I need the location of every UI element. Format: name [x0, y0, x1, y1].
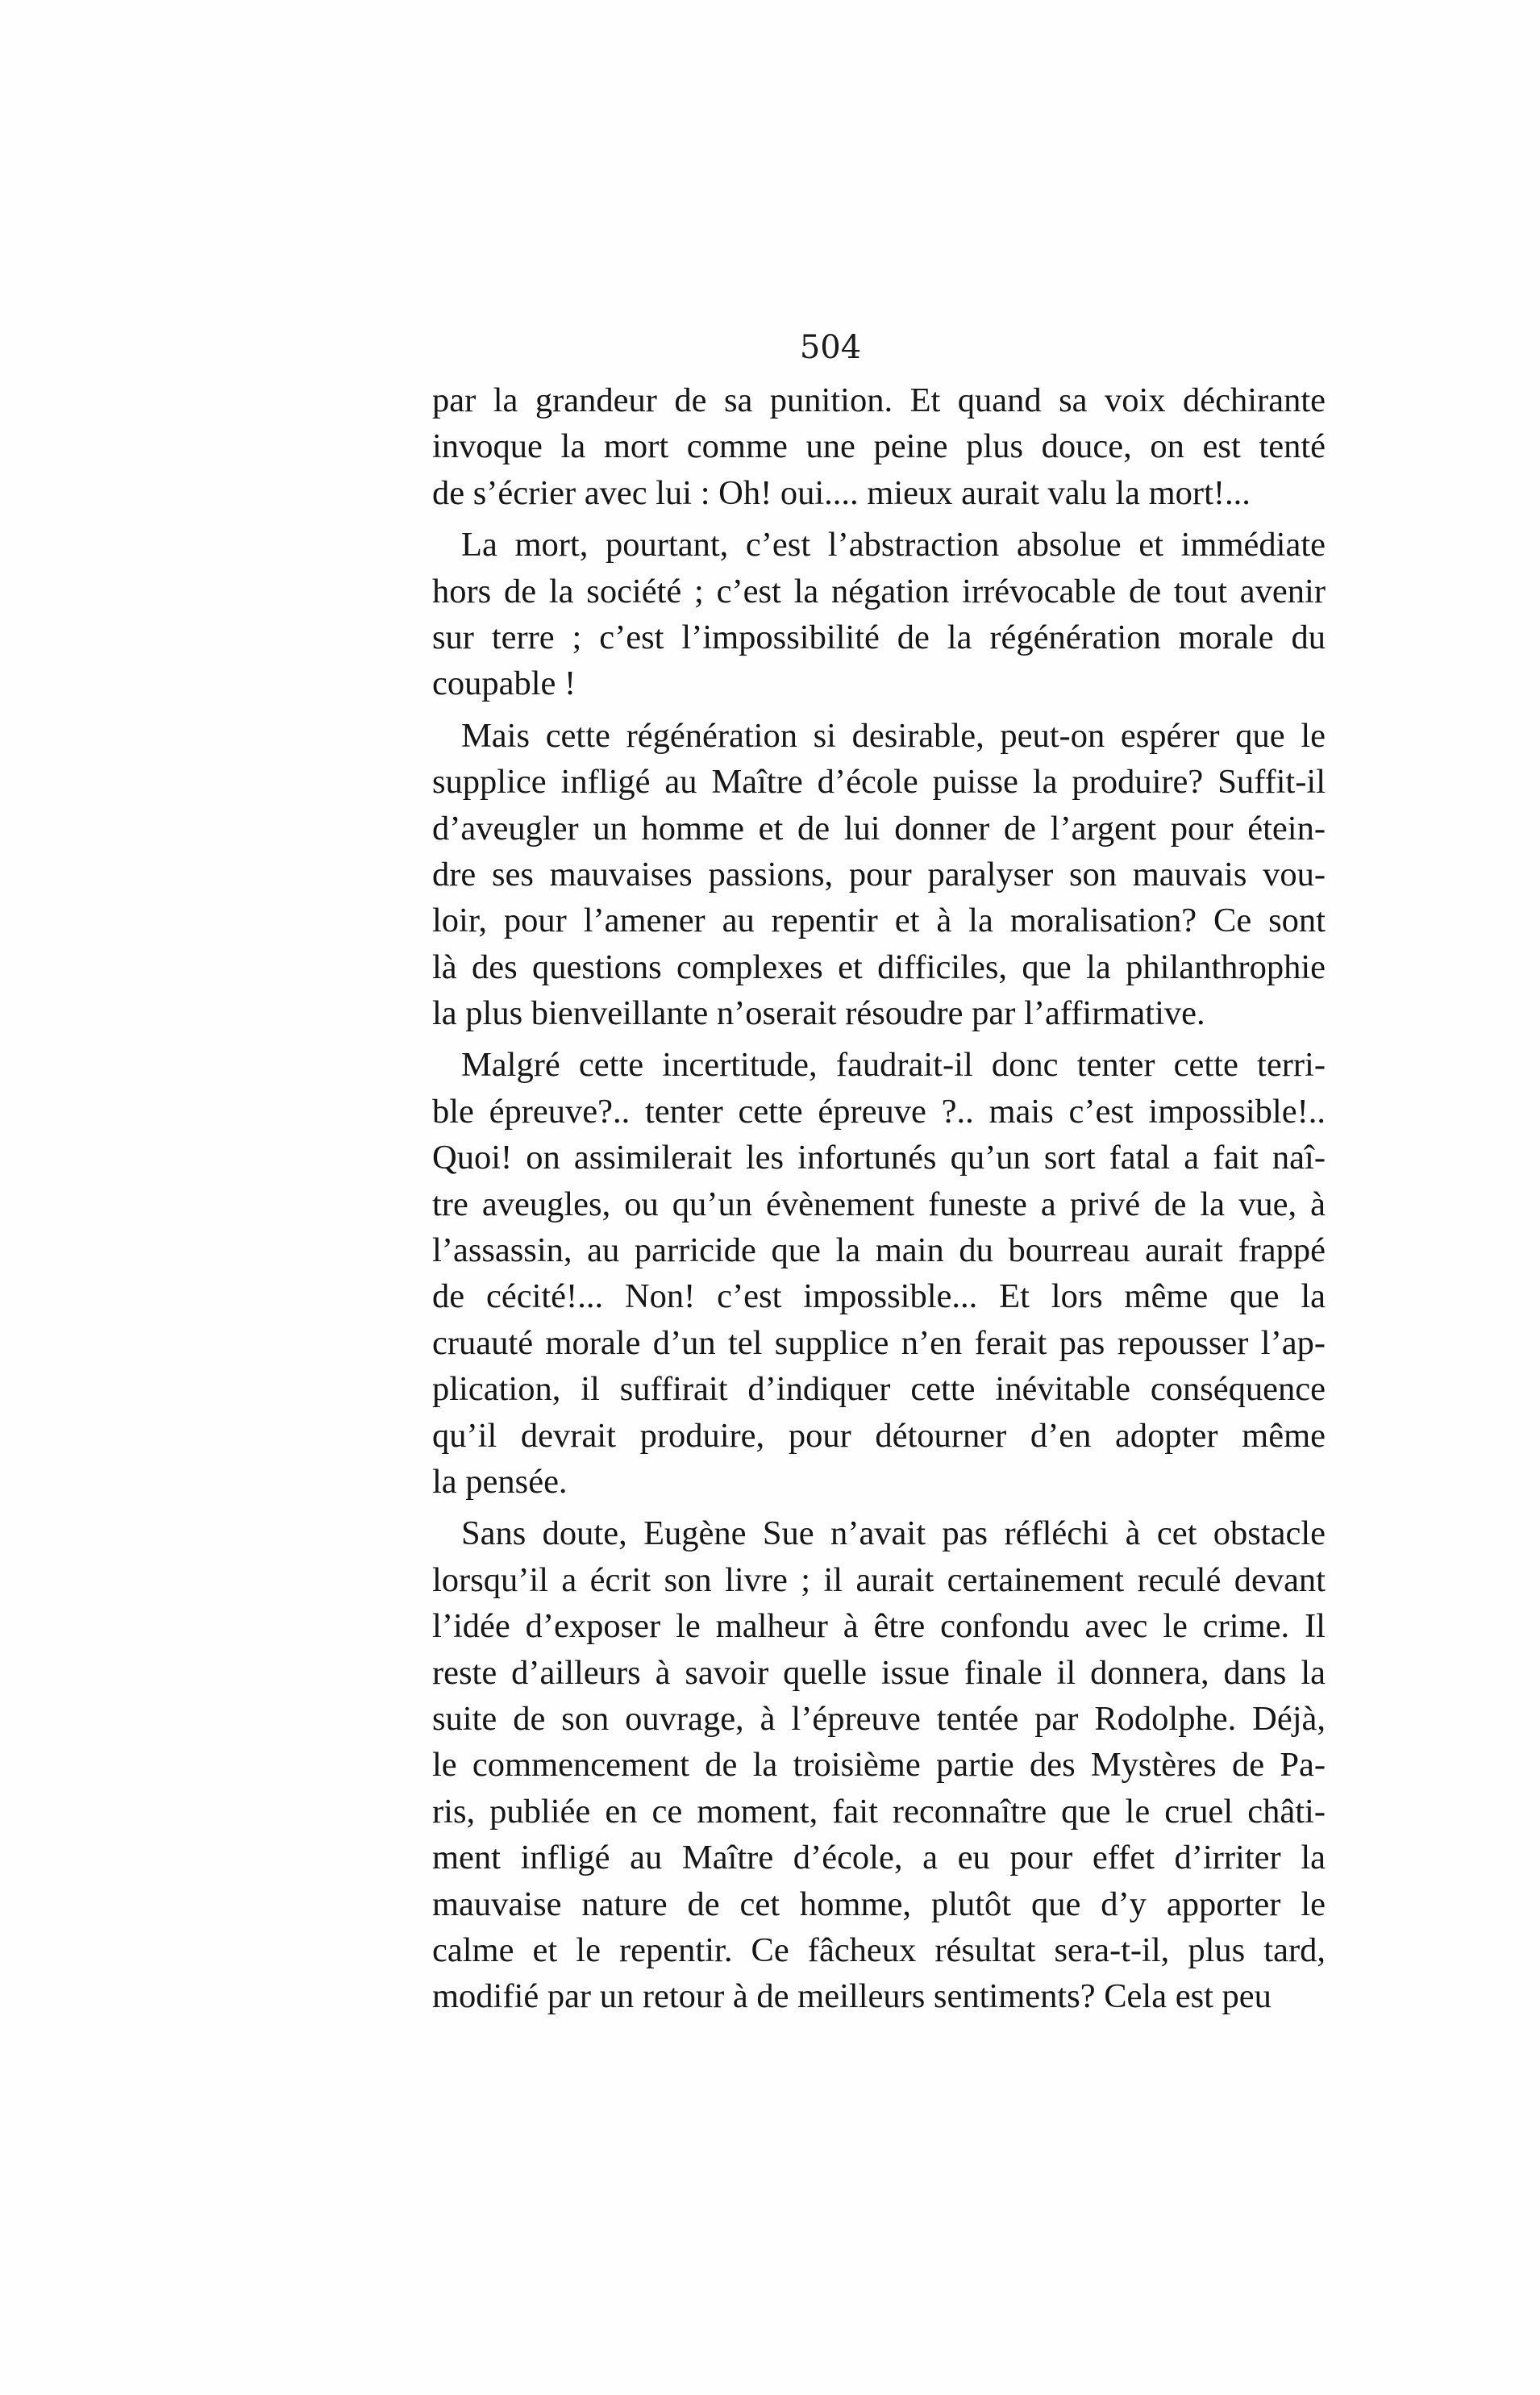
- paragraph: [432, 713, 1326, 1037]
- text-line: calme et le repentir. Ce fâcheux résultat sera-t-il, plus tard,: [432, 1931, 1326, 1969]
- text-line: Malgré cette incertitude, faudrait-il donc tenter cette terri-: [461, 1046, 1326, 1085]
- text-line: de cécité!... Non! c’est impossible... Et lors même que la: [432, 1277, 1326, 1316]
- text-line: Quoi! on assimilerait les infortunés qu’un sort fatal a fait naî-: [432, 1139, 1326, 1177]
- text-line: l’assassin, au parricide que la main du bourreau aurait frappé: [432, 1231, 1326, 1270]
- paragraph-gap: [432, 707, 1326, 713]
- text-line: par la grandeur de sa punition. Et quand sa voix déchirante: [432, 381, 1326, 419]
- text-line: ble épreuve?.. tenter cette épreuve ?.. mais c’est impossible!..: [432, 1092, 1326, 1131]
- text-line: modifié par un retour à de meilleurs sentiments? Cela est peu: [432, 1977, 1272, 2016]
- text-line: l’idée d’exposer le malheur à être confondu avec le crime. Il: [432, 1607, 1326, 1646]
- text-line: La mort, pourtant, c’est l’abstraction absolue et immédiate: [461, 526, 1326, 564]
- paragraph-gap: [432, 516, 1326, 522]
- text-line: invoque la mort comme une peine plus douce, on est tenté: [432, 427, 1326, 466]
- text-line: la pensée.: [432, 1462, 568, 1501]
- body-text: [432, 377, 1326, 2020]
- paragraph-gap: [432, 1036, 1326, 1042]
- text-line: reste d’ailleurs à savoir quelle issue finale il donnera, dans la: [432, 1653, 1326, 1692]
- text-line: ment infligé au Maître d’école, a eu pour effet d’irriter la: [432, 1839, 1326, 1877]
- text-line: Mais cette régénération si desirable, peut-on espérer que le: [461, 716, 1326, 755]
- text-line: là des questions complexes et difficiles, que la philanthrophie: [432, 948, 1326, 986]
- text-line: tre aveugles, ou qu’un évènement funeste a privé de la vue, à: [432, 1185, 1326, 1223]
- text-line: lorsqu’il a écrit son livre ; il aurait certainement reculé devant: [432, 1560, 1326, 1599]
- text-line: hors de la société ; c’est la négation irrévocable de tout avenir: [432, 572, 1326, 610]
- text-line: Sans doute, Eugène Sue n’avait pas réfléchi à cet obstacle: [461, 1514, 1326, 1553]
- text-line: cruauté morale d’un tel supplice n’en ferait pas repousser l’ap-: [432, 1323, 1326, 1362]
- text-line: ris, publiée en ce moment, fait reconnaître que le cruel châti-: [432, 1792, 1326, 1831]
- paragraph-gap: [432, 1505, 1326, 1510]
- text-line: plication, il suffirait d’indiquer cette inévitable conséquence: [432, 1370, 1326, 1409]
- paragraph: [432, 1510, 1326, 2019]
- page-number: 504: [799, 329, 862, 366]
- paragraph: [432, 522, 1326, 707]
- paragraph: [432, 377, 1326, 516]
- text-line: suite de son ouvrage, à l’épreuve tentée par Rodolphe. Déjà,: [432, 1699, 1326, 1738]
- text-line: loir, pour l’amener au repentir et à la moralisation? Ce sont: [432, 902, 1326, 940]
- paragraph: [432, 1042, 1326, 1505]
- text-line: qu’il devrait produire, pour détourner d’en adopter même: [432, 1416, 1326, 1455]
- text-line: d’aveugler un homme et de lui donner de l’argent pour étein-: [432, 809, 1326, 848]
- text-line: coupable !: [432, 664, 576, 703]
- text-line: supplice infligé au Maître d’école puisse la produire? Suffit-il: [432, 763, 1326, 802]
- text-line: sur terre ; c’est l’impossibilité de la régénération morale du: [432, 618, 1326, 656]
- text-line: le commencement de la troisième partie des Mystères de Pa-: [432, 1746, 1326, 1785]
- text-line: de s’écrier avec lui : Oh! oui.... mieux aurait valu la mort!...: [432, 473, 1251, 512]
- text-line: dre ses mauvaises passions, pour paralyser son mauvais vou-: [432, 855, 1326, 893]
- text-line: la plus bienveillante n’oserait résoudre par l’affirmative.: [432, 994, 1205, 1033]
- text-line: mauvaise nature de cet homme, plutôt que d’y apporter le: [432, 1885, 1326, 1923]
